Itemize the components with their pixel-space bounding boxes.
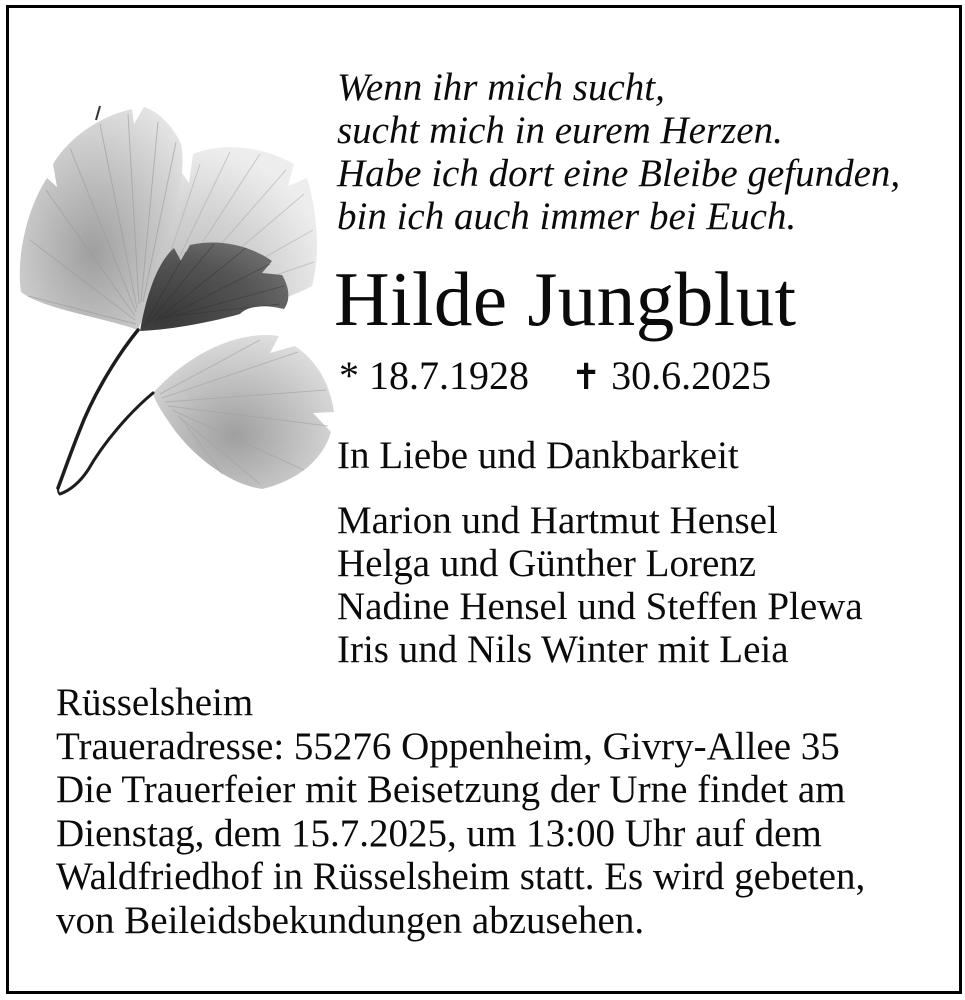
poem-line: Habe ich dort eine Bleibe gefunden,	[337, 152, 901, 195]
birth-date-value: 18.7.1928	[369, 353, 529, 398]
death-date	[571, 353, 771, 398]
ginkgo-leaf-bottom	[153, 335, 334, 489]
mourner-line: Iris und Nils Winter mit Leia	[337, 628, 789, 671]
funeral-line: Waldfriedhof in Rüsselsheim statt. Es wird gebeten,	[56, 855, 866, 899]
memorial-poem	[337, 66, 900, 238]
poem-line: bin ich auch immer bei Euch.	[337, 195, 797, 238]
address-line: Traueradresse: 55276 Oppenheim, Givry-Allee 35	[56, 724, 840, 768]
cross-symbol: ✝	[571, 357, 602, 398]
mourners-list	[337, 499, 863, 671]
ginkgo-leaves-illustration	[8, 90, 342, 502]
funeral-info	[56, 681, 865, 943]
poem-line: sucht mich in eurem Herzen.	[337, 109, 783, 152]
tribute-line: In Liebe und Dankbarkeit	[337, 434, 739, 477]
birth-star-symbol: *	[339, 353, 359, 398]
mourner-line: Helga und Günther Lorenz	[337, 542, 757, 585]
ginkgo-leaves-svg	[8, 90, 342, 502]
ginkgo-stems	[58, 330, 153, 494]
poem-line: Wenn ihr mich sucht,	[337, 66, 665, 109]
deceased-name: Hilde Jungblut	[334, 256, 797, 342]
life-dates	[339, 352, 771, 402]
city-line: Rüsselsheim	[56, 681, 254, 724]
death-date-value: 30.6.2025	[611, 353, 772, 398]
funeral-line: Dienstag, dem 15.7.2025, um 13:00 Uhr auf dem	[56, 811, 822, 855]
mourner-line: Nadine Hensel und Steffen Plewa	[337, 585, 863, 628]
mourner-line: Marion und Hartmut Hensel	[337, 499, 778, 542]
funeral-line: von Beileidsbekundungen abzusehen.	[56, 898, 645, 942]
birth-date	[339, 353, 529, 398]
funeral-line: Die Trauerfeier mit Beisetzung der Urne findet am	[56, 768, 846, 812]
